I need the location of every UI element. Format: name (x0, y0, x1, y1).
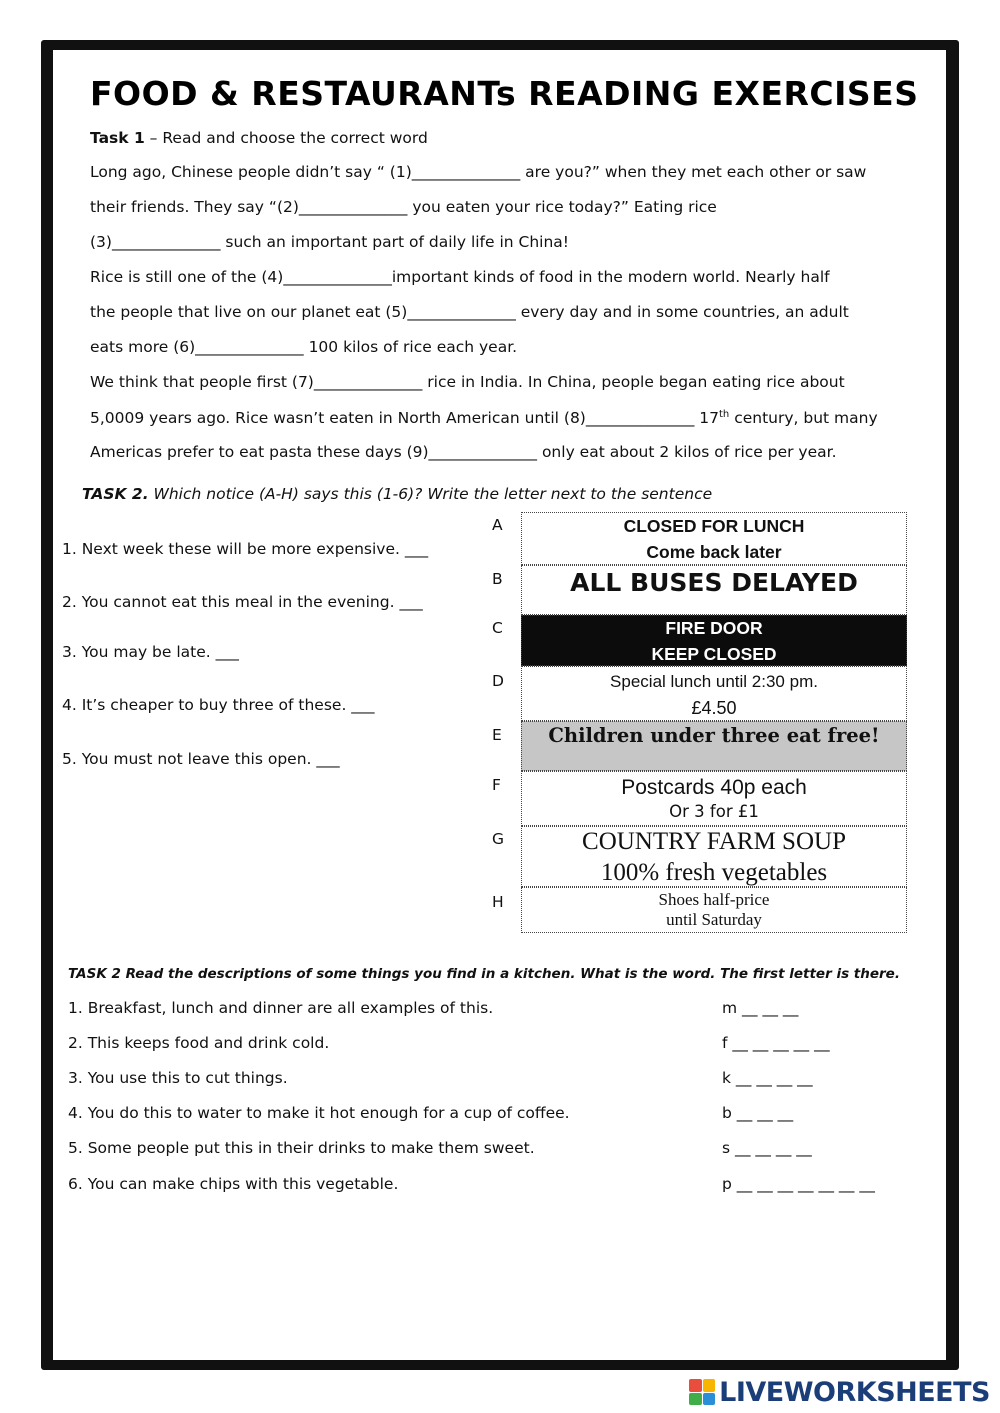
task2-sentence-5: 5. You must not leave this open. ___ (62, 750, 340, 768)
notice-f (521, 771, 907, 826)
notice-a-line1: CLOSED FOR LUNCH (623, 516, 805, 536)
task1-line-8 (90, 409, 878, 427)
task2-heading (82, 485, 712, 503)
page-title: FOOD & RESTAURANTs READING EXERCISES (90, 74, 919, 113)
notice-e (521, 721, 907, 771)
notice-f-line1: Postcards 40p each (621, 776, 807, 799)
notice-b-line1: ALL BUSES DELAYED (570, 568, 858, 597)
task1-line-8-end: century, but many (729, 409, 878, 428)
task1-line-2: their friends. They say “(2)______________ you eaten your rice today?” Eating rice (90, 198, 717, 216)
notice-b (521, 565, 907, 615)
notice-letter-b: B (492, 570, 503, 588)
notice-g-line2: 100% fresh vegetables (600, 859, 828, 886)
kitchen-answer-5[interactable]: s __ __ __ __ (722, 1139, 812, 1157)
kitchen-question-2: 2. This keeps food and drink cold. (68, 1034, 330, 1052)
notice-g-line1: COUNTRY FARM SOUP (582, 828, 846, 855)
kitchen-answer-4[interactable]: b __ __ __ (722, 1104, 794, 1122)
notice-e-line1: Children under three eat free! (548, 724, 880, 747)
task2-sentence-2: 2. You cannot eat this meal in the evening. ___ (62, 593, 423, 611)
kitchen-answer-3[interactable]: k __ __ __ __ (722, 1069, 813, 1087)
notice-letter-c: C (492, 619, 503, 637)
notice-letter-h: H (492, 893, 504, 911)
task2-sentence-4: 4. It’s cheaper to buy three of these. ___ (62, 696, 375, 714)
kitchen-question-1: 1. Breakfast, lunch and dinner are all examples of this. (68, 999, 494, 1017)
superscript-th: th (719, 409, 730, 420)
task2-sentence-3: 3. You may be late. ___ (62, 643, 239, 661)
notice-d-line1: Special lunch until 2:30 pm. (610, 672, 818, 691)
kitchen-answer-6[interactable]: p __ __ __ __ __ __ __ (722, 1175, 875, 1193)
notice-h (521, 887, 907, 933)
notice-c (521, 615, 907, 666)
task1-label-bold: Task 1 (90, 129, 145, 147)
logo-text: LIVEWORKSHEETS (719, 1376, 990, 1408)
task2-sentence-1: 1. Next week these will be more expensive. ___ (62, 540, 429, 558)
task3-heading: TASK 2 Read the descriptions of some things you find in a kitchen. What is the word. The first letter is there. (68, 966, 900, 982)
task2-label-rest: Which notice (A-H) says this (1-6)? Write the letter next to the sentence (148, 485, 713, 503)
kitchen-question-4: 4. You do this to water to make it hot enough for a cup of coffee. (68, 1104, 570, 1122)
task1-heading (90, 129, 428, 147)
task1-line-4: Rice is still one of the (4)______________important kinds of food in the modern world. Nearly half (90, 268, 830, 286)
notice-letter-d: D (492, 672, 504, 690)
notice-c-line1: FIRE DOOR (665, 618, 763, 638)
notice-a (521, 512, 907, 565)
task1-line-8-start: 5,0009 years ago. Rice wasn’t eaten in North American until (8)______________ 17 (90, 409, 720, 428)
notice-h-line2: until Saturday (666, 910, 762, 930)
logo-square-blue (703, 1393, 716, 1406)
notice-f-line2: Or 3 for £1 (669, 802, 759, 822)
task1-line-9: Americas prefer to eat pasta these days (9)______________ only eat about 2 kilos of rice per year. (90, 443, 837, 461)
task1-label-rest: – Read and choose the correct word (144, 129, 428, 147)
notice-letter-a: A (492, 516, 503, 534)
notice-g (521, 826, 907, 887)
task1-line-7: We think that people first (7)______________ rice in India. In China, people began eating rice about (90, 373, 845, 391)
logo-squares-icon (689, 1379, 715, 1405)
notice-d-line2: £4.50 (691, 698, 737, 719)
kitchen-answer-1[interactable]: m __ __ __ (722, 999, 799, 1017)
notice-d (521, 666, 907, 721)
kitchen-question-3: 3. You use this to cut things. (68, 1069, 288, 1087)
notice-letter-f: F (492, 776, 501, 794)
notice-h-line1: Shoes half-price (658, 890, 770, 909)
logo-square-yellow (703, 1379, 716, 1392)
notice-c-line2: KEEP CLOSED (651, 644, 777, 664)
logo-square-green (689, 1393, 702, 1406)
task1-line-5: the people that live on our planet eat (5)______________ every day and in some countries, an adult (90, 303, 849, 321)
notice-letter-e: E (492, 726, 502, 744)
kitchen-answer-2[interactable]: f __ __ __ __ __ (722, 1034, 830, 1052)
task1-line-3: (3)______________ such an important part of daily life in China! (90, 233, 570, 251)
logo-square-red (689, 1379, 702, 1392)
liveworksheets-logo[interactable] (689, 1377, 990, 1407)
task1-line-6: eats more (6)______________ 100 kilos of rice each year. (90, 338, 518, 356)
notice-letter-g: G (492, 830, 505, 848)
kitchen-question-6: 6. You can make chips with this vegetable. (68, 1175, 399, 1193)
task1-line-1: Long ago, Chinese people didn’t say “ (1)______________ are you?” when they met each other or saw (90, 163, 867, 181)
kitchen-question-5: 5. Some people put this in their drinks to make them sweet. (68, 1139, 535, 1157)
task2-label-bold: TASK 2. (82, 485, 149, 503)
notice-a-line2: Come back later (646, 542, 782, 562)
